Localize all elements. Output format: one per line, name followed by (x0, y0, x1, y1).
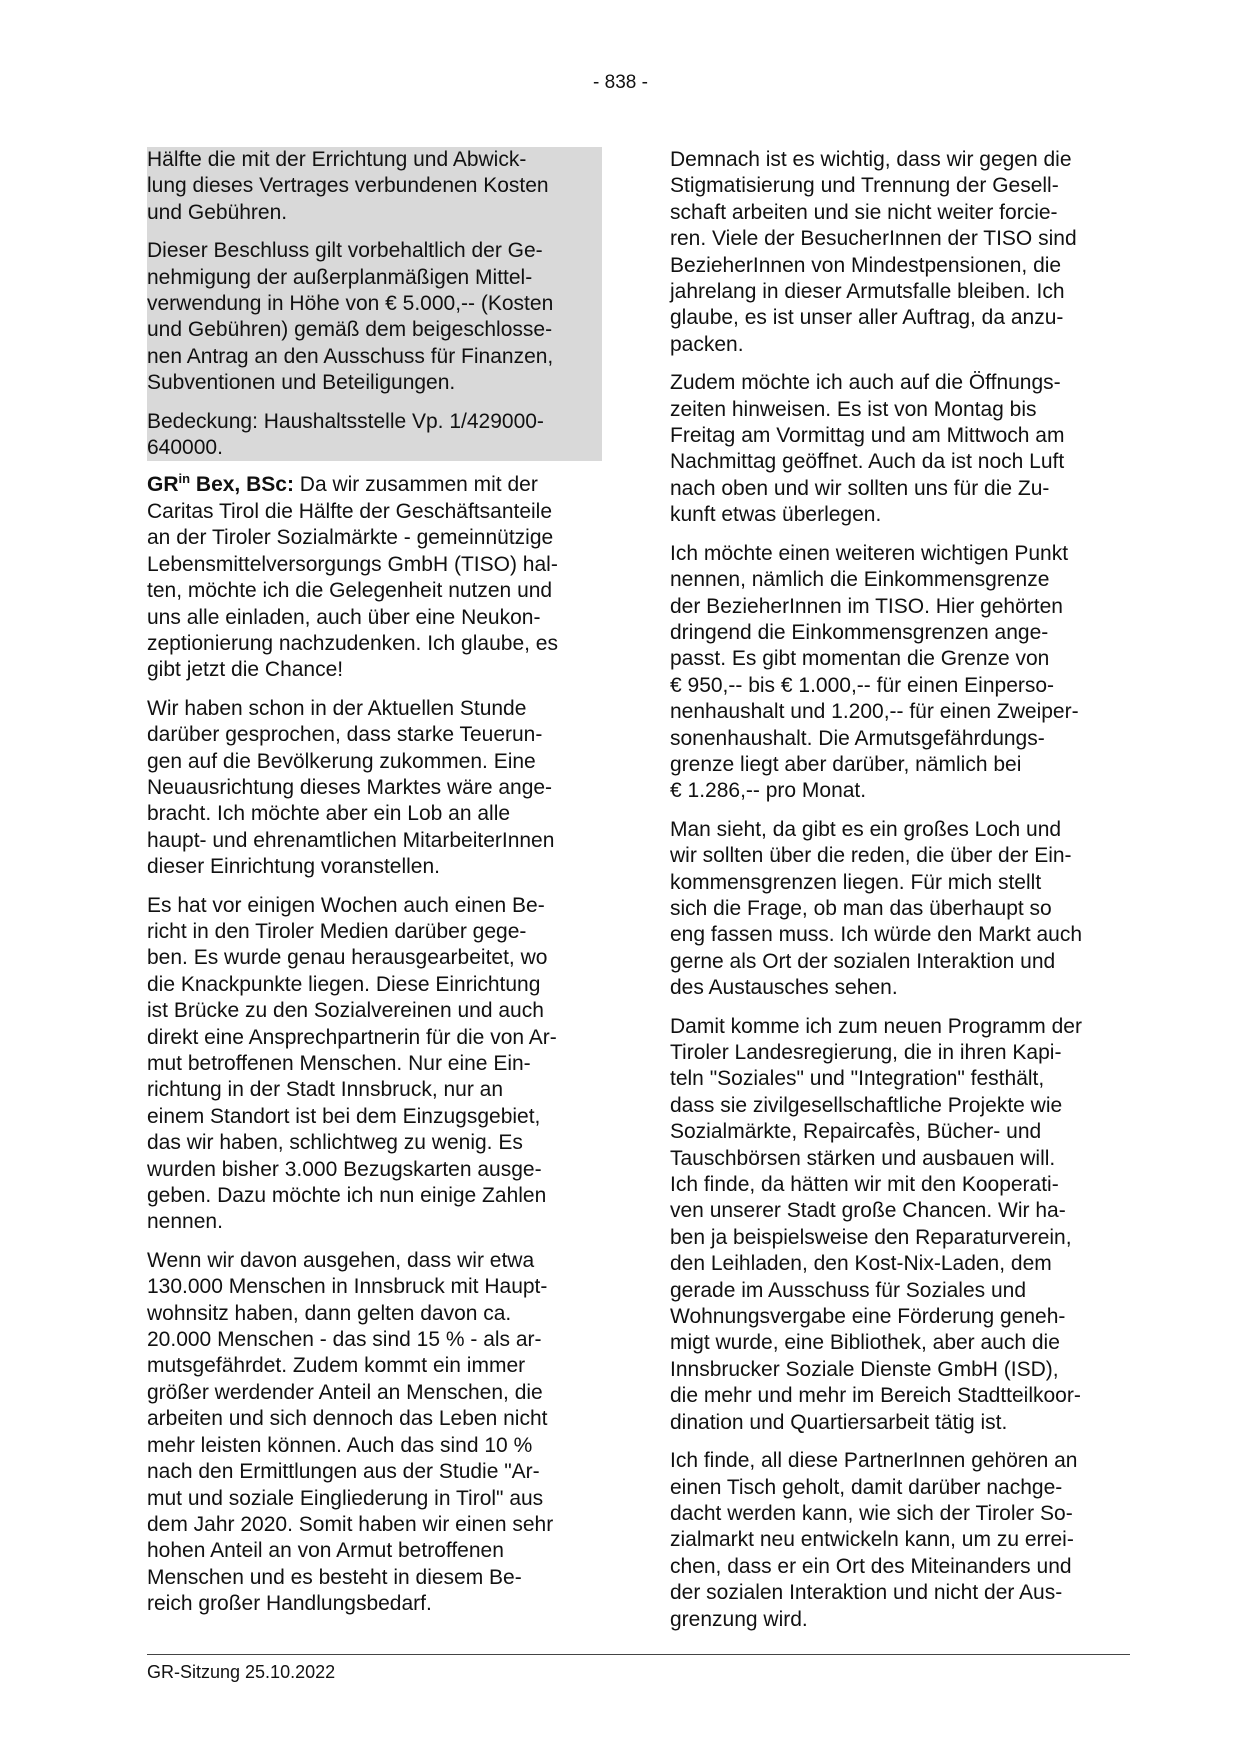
body-paragraph: Ich finde, all diese PartnerInnen gehören an einen Tisch geholt, damit darüber nachge- dacht werden kann, wie sich der Tiroler So- zialmarkt neu entwickeln kann, um zu errei- chen, dass er ein Ort des Miteinanders und der sozialen Interaktion und nicht der Aus- grenzung wird. (670, 1449, 1078, 1631)
body-paragraph: Ich möchte einen weiteren wichtigen Punkt nennen, nämlich die Einkommensgrenze der BezieherInnen im TISO. Hier gehörten dringend die Einkommensgrenzen ange- passt. Es gibt momentan die Grenze von € 950,-- bis € 1.000,-- für einen Einperso- nenhaushalt und 1.200,-- für einen Zweiper- sonenhaushalt. Die Armutsgefährdungs- grenze liegt aber darüber, nämlich bei € 1.286,-- pro Monat. (670, 541, 1079, 803)
speaker-text: Da wir zusammen mit der Caritas Tirol die Hälfte der Geschäftsanteile an der Tiroler Sozialmärkte - gemeinnützige Lebensmittelversorgungs GmbH (TISO) hal- ten, möchte ich die Gelegenheit nutzen und uns alle einladen, auch über eine Neukon- zeptionierung nachzudenken. Ich glaube, es gibt jetzt die Chance! (147, 473, 558, 682)
body-paragraph: Zudem möchte ich auch auf die Öffnungs- zeiten hinweisen. Es ist von Montag bis Freitag am Vormittag und am Mittwoch am Nachmittag geöffnet. Auch da ist noch Luft nach oben und wir sollten uns für die Zu- kunft etwas überlegen. (670, 371, 1065, 527)
footer-divider (147, 1654, 1130, 1655)
speaker-paragraph (147, 472, 602, 683)
highlight-paragraph: Hälfte die mit der Errichtung und Abwick- lung dieses Vertrages verbundenen Kosten und Gebühren. (147, 148, 549, 224)
speaker-prefix: GR (147, 473, 179, 497)
footer-session-date: GR-Sitzung 25.10.2022 (147, 1662, 336, 1682)
body-paragraph: Wenn wir davon ausgehen, dass wir etwa 130.000 Menschen in Innsbruck mit Haupt- wohnsitz haben, dann gelten davon ca. 20.000 Menschen - das sind 15 % - als ar- mutsgefährdet. Zudem kommt ein immer größer werdender Anteil an Menschen, die arbeiten und sich dennoch das Leben nicht mehr leisten können. Auch das sind 10 % nach den Ermittlungen aus der Studie "Ar- mut und soziale Eingliederung in Tirol" aus dem Jahr 2020. Somit haben wir einen sehr hohen Anteil an von Armut betroffenen Menschen und es besteht in diesem Be- reich großer Handlungsbedarf. (147, 1248, 554, 1616)
highlight-paragraph: Dieser Beschluss gilt vorbehaltlich der Ge- nehmigung der außerplanmäßigen Mittel- verwendung in Höhe von € 5.000,-- (Kosten und Gebühren) gemäß dem beigeschlosse- nen Antrag an den Ausschuss für Finanzen, Subventionen und Beteiligungen. (147, 239, 554, 395)
left-column (147, 147, 602, 1630)
page-number: - 838 - (593, 72, 648, 93)
right-column (670, 147, 1130, 1645)
body-paragraph: Damit komme ich zum neuen Programm der Tiroler Landesregierung, die in ihren Kapi- teln "Soziales" und "Integration" festhält, dass sie zivilgesellschaftliche Projekte wie Sozialmärkte, Repaircafès, Bücher- und Tauschbörsen stärken und ausbauen will. Ich finde, da hätten wir mit den Kooperati- ven unserer Stadt große Chancen. Wir ha- ben ja beispielsweise den Reparaturverein, den Leihladen, den Kost-Nix-Laden, dem gerade im Ausschuss für Soziales und Wohnungsvergabe eine Förderung geneh- migt wurde, eine Bibliothek, aber auch die Innsbrucker Soziale Dienste GmbH (ISD), die mehr und mehr im Bereich Stadtteilkoor- dination und Quartiersarbeit tätig ist. (670, 1014, 1082, 1434)
resolution-highlight-box (147, 147, 602, 461)
body-paragraph: Demnach ist es wichtig, dass wir gegen die Stigmatisierung und Trennung der Gesell- schaft arbeiten und sie nicht weiter forcie- ren. Viele der BesucherInnen der TISO sind BezieherInnen von Mindestpensionen, die jahrelang in dieser Armutsfalle bleiben. Ich glaube, es ist unser aller Auftrag, da anzu- packen. (670, 148, 1077, 356)
body-paragraph: Es hat vor einigen Wochen auch einen Be- richt in den Tiroler Medien darüber gege- ben. Es wurde genau herausgearbeitet, wo die Knackpunkte liegen. Diese Einrichtung ist Brücke zu den Sozialvereinen und auch direkt eine Ansprechpartnerin für die von Ar- mut betroffenen Menschen. Nur eine Ein- richtung in der Stadt Innsbruck, nur an einem Standort ist bei dem Einzugsgebiet, das wir haben, schlichtweg zu wenig. Es wurden bisher 3.000 Bezugskarten ausge- geben. Dazu möchte ich nun einige Zahlen nennen. (147, 893, 557, 1234)
body-paragraph: Man sieht, da gibt es ein großes Loch und wir sollten über die reden, die über der Ein- kommensgrenzen liegen. Für mich stellt sich die Frage, ob man das überhaupt so eng fassen muss. Ich würde den Markt auch gerne als Ort der sozialen Interaktion und des Austausches sehen. (670, 817, 1083, 1000)
speaker-name-text: Bex, BSc: (190, 473, 294, 497)
speaker-name (147, 473, 294, 496)
speaker-sup: in (178, 471, 191, 487)
body-paragraph: Wir haben schon in der Aktuellen Stunde darüber gesprochen, dass starke Teuerun- gen auf die Bevölkerung zukommen. Eine Neuausrichtung dieses Marktes wäre ange- bracht. Ich möchte aber ein Lob an alle haupt- und ehrenamtlichen MitarbeiterInnen dieser Einrichtung voranstellen. (147, 696, 555, 879)
highlight-paragraph: Bedeckung: Haushaltsstelle Vp. 1/429000- 640000. (147, 409, 544, 460)
